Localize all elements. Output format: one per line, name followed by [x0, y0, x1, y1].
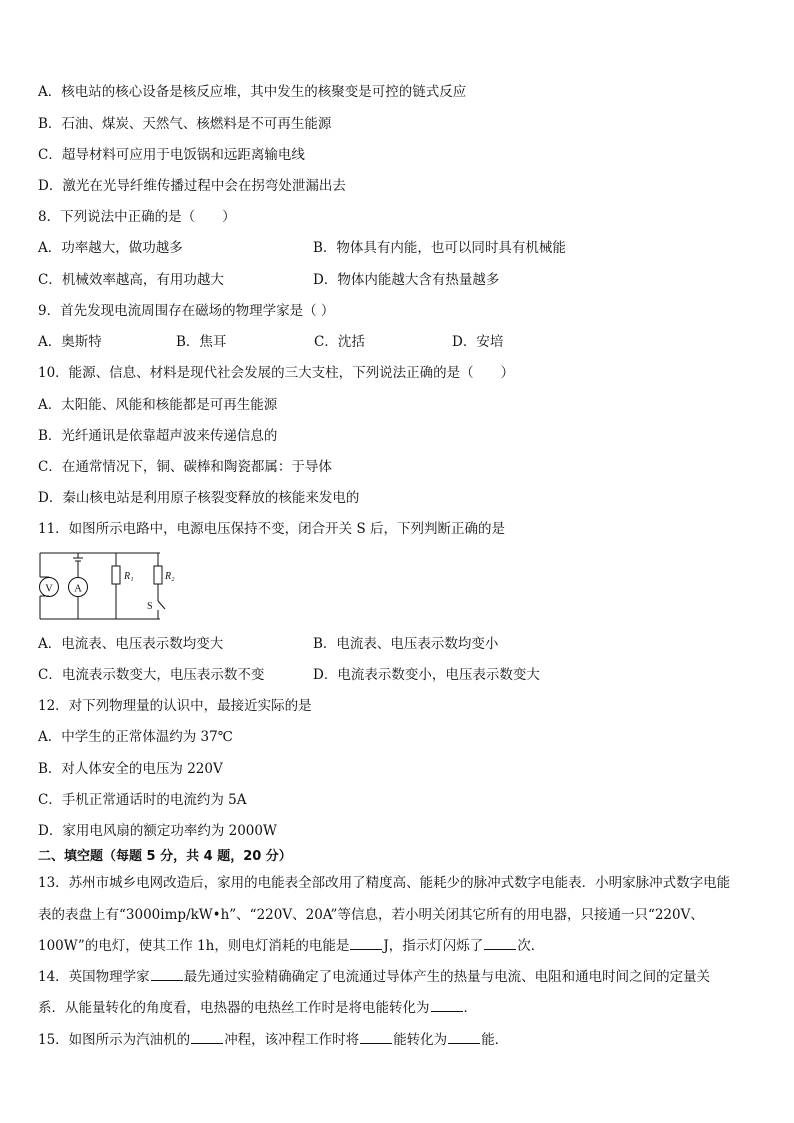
- q12-option-a: A．中学生的正常体温约为 37℃: [38, 729, 233, 745]
- q8-stem: 8．下列说法中正确的是（ ）: [38, 209, 236, 225]
- q7-option-d: D．激光在光导纤维传播过程中会在拐弯处泄漏出去: [38, 178, 346, 194]
- q14-text-d: ．: [463, 1000, 477, 1016]
- answer-blank[interactable]: [360, 1031, 392, 1044]
- q14-text-b: 最先通过实验精确确定了电流通过导体产生的热量与电流、电阻和通电时间之间的定量关: [183, 969, 711, 985]
- q9-option-b: B．焦耳: [176, 334, 227, 350]
- q10-stem: 10．能源、信息、材料是现代社会发展的三大支柱，下列说法正确的是（ ）: [38, 365, 515, 381]
- r2-label: R₂: [165, 571, 175, 582]
- q14-line-1: [38, 968, 710, 986]
- q14-text-c: 系．从能量转化的角度看，电热器的电热丝工作时是将电能转化为: [38, 1000, 430, 1016]
- answer-blank[interactable]: [151, 968, 183, 981]
- switch-label: S: [147, 601, 153, 612]
- voltmeter-label: V: [45, 583, 53, 595]
- q13-text-b: J，指示灯闪烁了: [383, 938, 484, 954]
- q8-option-c: C．机械效率越高，有用功越大: [38, 272, 224, 288]
- q10-option-b: B．光纤通讯是依靠超声波来传递信息的: [38, 428, 278, 444]
- q7-option-c: C．超导材料可应用于电饭锅和远距离输电线: [38, 147, 305, 163]
- q9-option-c: C．沈括: [314, 334, 365, 350]
- q14-line-2: [38, 999, 477, 1017]
- q12-option-b: B．对人体安全的电压为 220V: [38, 761, 223, 777]
- q13-line-1: 13．苏州市城乡电网改造后，家用的电能表全部改用了精度高、能耗少的脉冲式数字电能表．小明家脉冲式数字电能: [38, 875, 731, 891]
- q10-option-c: C．在通常情况下，铜、碳棒和陶瓷都属：于导体: [38, 459, 332, 475]
- q15-text-d: 能．: [481, 1032, 509, 1048]
- answer-blank[interactable]: [484, 937, 516, 950]
- q13-text-c: 次．: [517, 938, 545, 954]
- circuit-diagram: [38, 550, 178, 622]
- answer-blank[interactable]: [448, 1031, 480, 1044]
- q10-option-d: D．秦山核电站是利用原子核裂变释放的核能来发电的: [38, 490, 360, 506]
- q13-line-3: [38, 937, 544, 955]
- q7-option-a: A．核电站的核心设备是核反应堆，其中发生的核聚变是可控的链式反应: [38, 84, 467, 100]
- answer-blank[interactable]: [431, 999, 463, 1012]
- q14-text-a: 14．英国物理学家: [38, 969, 150, 985]
- q12-option-d: D．家用电风扇的额定功率约为 2000W: [38, 823, 277, 839]
- ammeter-label: A: [74, 583, 82, 595]
- q11-option-a: A．电流表、电压表示数均变大: [38, 636, 224, 652]
- q15-text-c: 能转化为: [393, 1032, 448, 1048]
- q8-option-a: A．功率越大，做功越多: [38, 240, 183, 256]
- answer-blank[interactable]: [191, 1031, 223, 1044]
- r1-label: R₁: [124, 571, 134, 582]
- section-heading: 二、填空题（每题 5 分，共 4 题，20 分）: [38, 849, 292, 864]
- q13-text-a: 100W”的电灯，使其工作 1h，则电灯消耗的电能是: [38, 938, 350, 954]
- q9-stem: 9．首先发现电流周围存在磁场的物理学家是（ ）: [38, 303, 335, 319]
- q11-option-c: C．电流表示数变大，电压表示数不变: [38, 667, 265, 683]
- q15-text-a: 15．如图所示为汽油机的: [38, 1032, 191, 1048]
- q11-stem: 11．如图所示电路中，电源电压保持不变，闭合开关 S 后，下列判断正确的是: [38, 521, 506, 537]
- q7-option-b: B．石油、煤炭、天然气、核燃料是不可再生能源: [38, 116, 332, 132]
- answer-blank[interactable]: [350, 937, 382, 950]
- q8-option-b: B．物体具有内能，也可以同时具有机械能: [313, 240, 566, 256]
- q15-text-b: 冲程，该冲程工作时将: [224, 1032, 360, 1048]
- q13-line-2: 表的表盘上有“3000imp/kW•h”、“220V、20A”等信息，若小明关闭其它所有的用电器，只接通一只“220V、: [38, 907, 704, 923]
- q12-stem: 12．对下列物理量的认识中，最接近实际的是: [38, 698, 312, 714]
- q15-line: [38, 1031, 508, 1049]
- q12-option-c: C．手机正常通话时的电流约为 5A: [38, 792, 247, 808]
- q11-option-b: B．电流表、电压表示数均变小: [313, 636, 499, 652]
- q11-option-d: D．电流表示数变小，电压表示数变大: [313, 667, 540, 683]
- q10-option-a: A．太阳能、风能和核能都是可再生能源: [38, 397, 278, 413]
- q9-option-d: D．安培: [452, 334, 504, 350]
- q8-option-d: D．物体内能越大含有热量越多: [313, 272, 500, 288]
- q9-option-a: A．奥斯特: [38, 334, 102, 350]
